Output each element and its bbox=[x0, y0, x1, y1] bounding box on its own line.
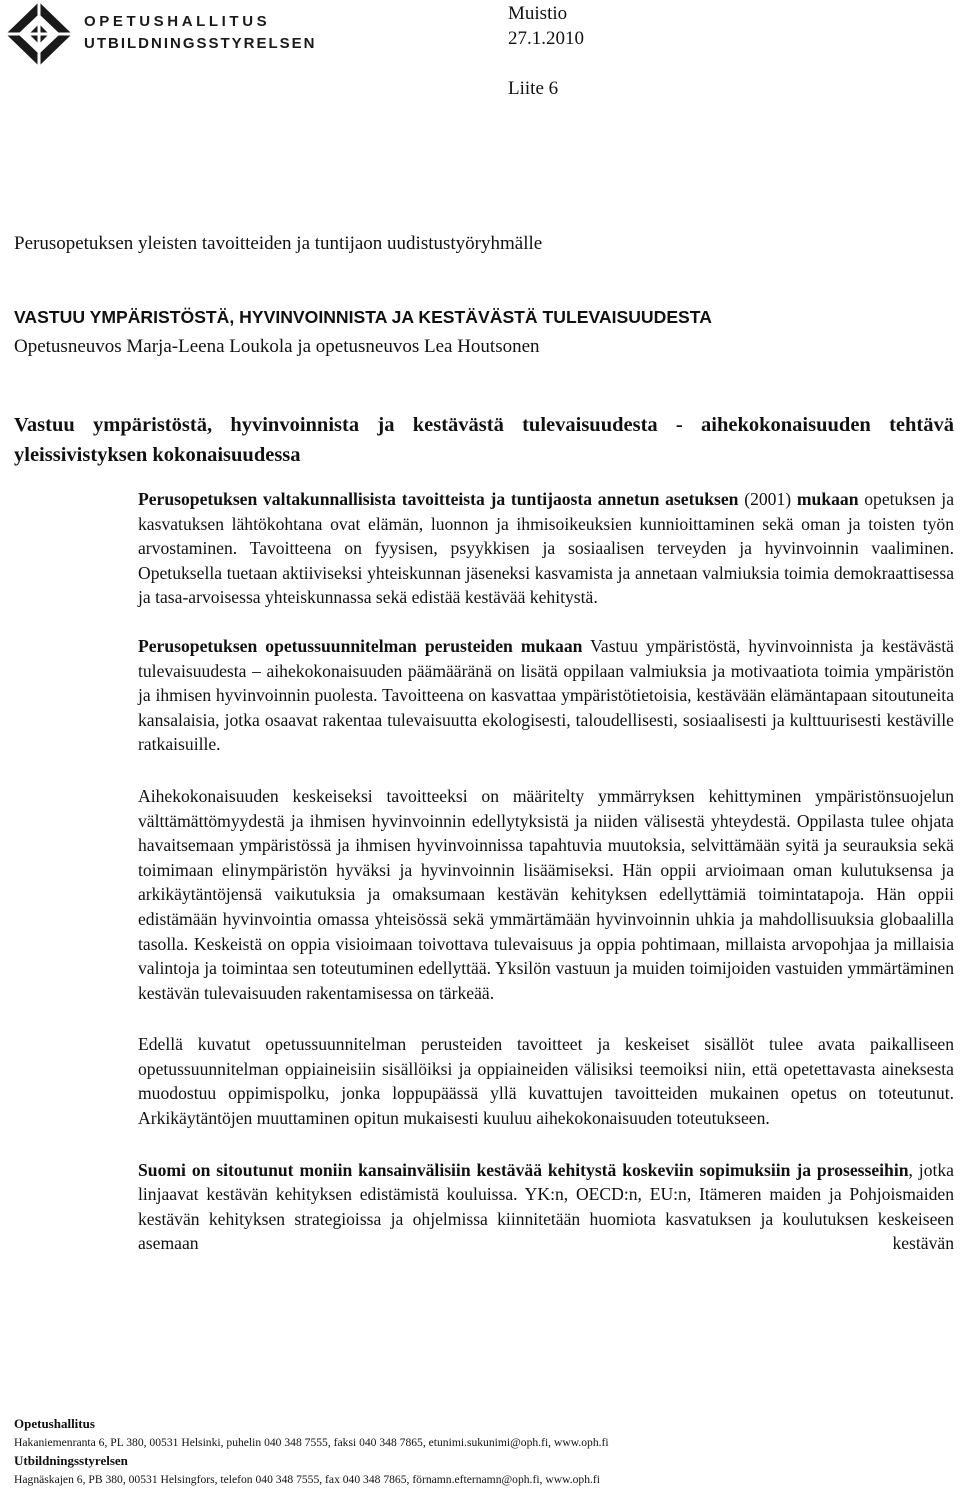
paragraph bbox=[138, 487, 954, 610]
paragraph-lead: Perusopetuksen valtakunnallisista tavoitteista ja tuntijaosta annetun asetuksen bbox=[138, 489, 739, 509]
diamond-logo-icon bbox=[2, 0, 76, 68]
page-footer bbox=[14, 1415, 609, 1489]
authors: Opetusneuvos Marja-Leena Loukola ja opetusneuvos Lea Houtsonen bbox=[14, 336, 540, 357]
document-type: Muistio bbox=[508, 3, 568, 24]
paragraph-text: opetuksen ja kasvatuksen lähtökohtana ovat elämän, luonnon ja ihmisoikeuksien kunnioittaminen sekä oman ja toisten työn arvostaminen. Tavoitteena on fyysisen, psyykkisen ja sosiaalisen terveyden ja hyvinvoinnin vaaliminen. Opetuksella tuetaan aktiiviseksi yhteiskunnan jäseneksi kasvamista ja annetaan valmiuksia toimia demokraattisessa ja tasa-arvoisessa yhteiskunnassa sekä edistää kestävää kehitystä. bbox=[138, 489, 955, 608]
paragraph bbox=[138, 1158, 954, 1256]
attachment-label: Liite 6 bbox=[508, 78, 559, 99]
paragraph-year: (2001) bbox=[738, 489, 797, 509]
paragraph bbox=[138, 634, 954, 757]
recipient: Perusopetuksen yleisten tavoitteiden ja tuntijaon uudistustyöryhmälle bbox=[14, 233, 543, 254]
footer-address-fi: Hakaniemenranta 6, PL 380, 00531 Helsinki, puhelin 040 348 7555, faksi 040 348 7865, etunimi.sukunimi@oph.fi, www.oph.fi bbox=[14, 1435, 609, 1449]
paragraph-text: Vastuu ympäristöstä, hyvinvoinnista ja kestävästä tulevaisuudesta – aihekokonaisuuden päämääränä on lisätä oppilaan valmiuksia ja motivaatiota toimia ympäristön ja ihmisen hyvinvoinnin puolesta. Tavoitteena on kasvattaa ympäristötietoisia, kestävään elämäntapaan sitoutuneita kansalaisia, jotka osaavat rakentaa tulevaisuutta ekologisesti, taloudellisesti, sosiaalisesti ja kulttuurisesti kestäville ratkaisuille. bbox=[138, 635, 954, 755]
paragraph bbox=[138, 1032, 954, 1130]
paragraph-text: , jotka linjaavat kestävän kehityksen edistämistä kouluissa. YK:n, OECD:n, EU:n, Itämeren maiden ja Pohjoismaiden kestävän kehityksen strategioissa ja ohjelmissa kiinnitetään huomiota kasvatuksen ja koulutuksen keskeiseen asemaan kestävän bbox=[138, 1159, 954, 1254]
oph-logo bbox=[2, 0, 317, 68]
document-date: 27.1.2010 bbox=[508, 28, 584, 49]
logo-text-sv: UTBILDNINGSSTYRELSEN bbox=[84, 35, 317, 52]
logo-text-fi: OPETUSHALLITUS bbox=[84, 13, 271, 30]
paragraph bbox=[138, 784, 954, 1005]
paragraph-lead: Perusopetuksen opetussuunnitelman perusteiden mukaan bbox=[138, 635, 583, 656]
document-title: VASTUU YMPÄRISTÖSTÄ, HYVINVOINNISTA JA KESTÄVÄSTÄ TULEVAISUUDESTA bbox=[14, 307, 712, 327]
footer-org-fi: Opetushallitus bbox=[14, 1416, 95, 1431]
paragraph-lead: mukaan bbox=[796, 489, 859, 509]
section-heading: Vastuu ympäristöstä, hyvinvoinnista ja kestävästä tulevaisuudesta - aihekokonaisuuden tehtävä yleissivistyksen kokonaisuudessa bbox=[14, 414, 954, 466]
footer-org-sv: Utbildningsstyrelsen bbox=[14, 1453, 128, 1468]
footer-address-sv: Hagnäskajen 6, PB 380, 00531 Helsingfors, telefon 040 348 7555, fax 040 348 7865, förnamn.efternamn@oph.fi, www.oph.fi bbox=[14, 1472, 600, 1486]
paragraph-text: Edellä kuvatut opetussuunnitelman perusteiden tavoitteet ja keskeiset sisällöt tulee avata paikalliseen opetussuunnitelman oppiaineisiin sisällöiksi ja oppiaineiden välisiksi teemoiksi niin, että opetettavasta aineksesta muodostuu oppimispolku, jonka loppupäässä yllä kuvattujen tavoitteiden mukainen opetus on toteutunut. Arkikäytäntöjen muuttaminen opitun mukaisesti kuuluu aihekokonaisuuden toteutukseen. bbox=[138, 1034, 954, 1129]
paragraph-lead: Suomi on sitoutunut moniin kansainvälisiin kestävää kehitystä koskeviin sopimuksiin ja prosesseihin bbox=[138, 1159, 909, 1180]
paragraph-text: Aihekokonaisuuden keskeiseksi tavoitteeksi on määritelty ymmärryksen kehittyminen ympäristönsuojelun välttämättömyydestä ja ihmisen hyvinvoinnin edellytyksistä ja niiden välisestä yhteydestä. Oppilasta tulee ohjata havaitsemaan ympäristössä ja ihmisen hyvinvoinnissa tapahtuvia muutoksia, selvittämään syitä ja seurauksia sekä toimimaan elinympäristön hyväksi ja hyvinvoinnin lisäämiseksi. Hän oppii arvioimaan oman kulutuksensa ja arkikäytäntöjensä vaikutuksia ja omaksumaan kestävän kehityksen edellyttämiä toimintatapoja. Hän oppii edistämään hyvinvointia omassa yhteisössä sekä ymmärtämään hyvinvoinnin uhkia ja mahdollisuuksia globaalilla tasolla. Keskeistä on oppia visioimaan toivottava tulevaisuus ja oppia pohtimaan, millaista arvopohjaa ja millaisia valintoja ja toimintaa sen toteutuminen edellyttää. Yksilön vastuun ja muiden toimijoiden vastuiden ymmärtäminen kestävän tulevaisuuden rakentamisessa on tärkeää. bbox=[138, 785, 954, 1003]
document-body bbox=[138, 487, 954, 1280]
